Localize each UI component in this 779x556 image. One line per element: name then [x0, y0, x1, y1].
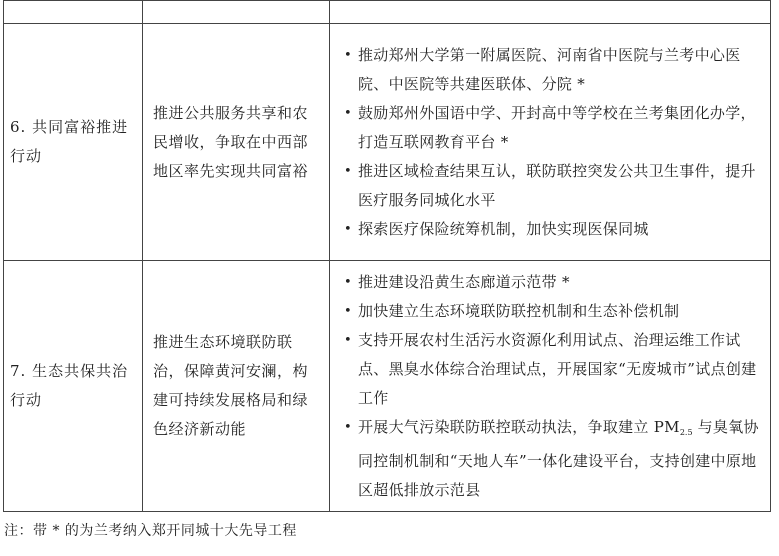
pm-text-before: 开展大气污染联防联控联动执法，争取建立 PM	[358, 417, 680, 436]
table-row-previous	[4, 1, 771, 24]
footnote: 注：带 * 的为兰考纳入郑开同城十大先导工程	[4, 523, 297, 539]
list-item: • 推动郑州大学第一附属医院、河南省中医院与兰考中心医院、中医院等共建医联体、分院 *	[344, 41, 762, 99]
table-row	[4, 24, 771, 261]
list-item: • 鼓励郑州外国语中学、开封高中等学校在兰考集团化办学，打造互联网教育平台 *	[344, 99, 762, 157]
list-item: • 支持开展农村生活污水资源化利用试点、治理运维工作试点、黑臭水体综合治理试点，开展国家“无废城市”试点创建工作	[344, 326, 762, 413]
list-item: • 探索医疗保险统筹机制，加快实现医保同城	[344, 215, 762, 244]
action-name: 6. 共同富裕推进行动	[4, 24, 143, 261]
action-items	[330, 24, 771, 261]
list-item: • 推进区域检查结果互认，联防联控突发公共卫生事件，提升医疗服务同城化水平	[344, 157, 762, 215]
cell-empty	[330, 1, 771, 24]
action-items	[330, 261, 771, 512]
action-goal: 推进公共服务共享和农民增收，争取在中西部地区率先实现共同富裕	[143, 24, 330, 261]
cell-empty	[4, 1, 143, 24]
list-item-pm	[344, 413, 762, 505]
action-goal: 推进生态环境联防联治，保障黄河安澜，构建可持续发展格局和绿色经济新动能	[143, 261, 330, 512]
pm-text-after: 与臭氧协同控制机制和“天地人车”一体化建设平台，支持创建中原地区超低排放示范县	[358, 417, 759, 499]
list-item: • 加快建立生态环境联防联控机制和生态补偿机制	[344, 297, 762, 326]
action-table	[3, 0, 771, 512]
cell-empty	[143, 1, 330, 24]
table-row	[4, 261, 771, 512]
pm-subscript: 2.5	[679, 427, 693, 437]
action-name: 7. 生态共保共治行动	[4, 261, 143, 512]
list-item: • 推进建设沿黄生态廊道示范带 *	[344, 268, 762, 297]
